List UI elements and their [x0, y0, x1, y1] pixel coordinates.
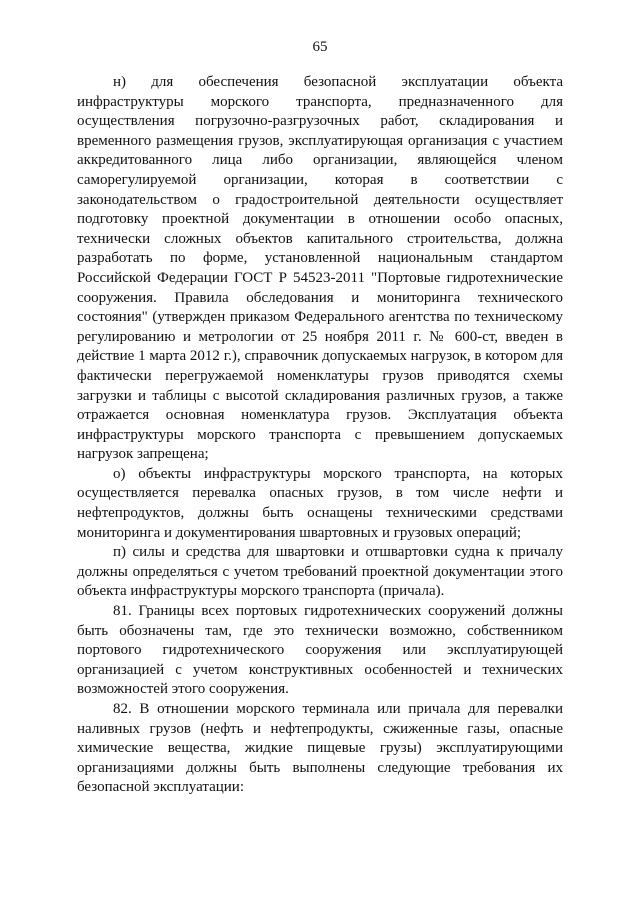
page-number: 65 — [312, 39, 328, 55]
paragraph-n: н) для обеспечения безопасной эксплуатации объекта инфраструктуры морского транспорта, предназначенного для осуществления погрузочно-разгрузочных работ, складирования и временного размещения грузов, эксплуатирующая организация с участием аккредитованного лица либо организации, являющейся членом саморегулируемой организации, которая в соответствии с законодательством о градостроительной деятельности осуществляет подготовку проектной документации в отношении особо опасных, технически сложных объектов капитального строительства, должна разработать по форме, установленной национальным стандартом Российской Федерации ГОСТ Р 54523-2011 "Портовые гидротехнические сооружения. Правила обследования и мониторинга технического состояния" (утвержден приказом Федерального агентства по техническому регулированию и метрологии от 25 ноября 2011 г. № 600-ст, введен в действие 1 марта 2012 г.), справочник допускаемых нагрузок, в котором для фактически перегружаемой номенклатуры грузов приводятся схемы загрузки и таблицы с высотой складирования различных грузов, а также отражается основная номенклатура грузов. Эксплуатация объекта инфраструктуры морского транспорта с превышением допускаемых нагрузок запрещена; — [77, 74, 563, 463]
paragraph-81: 81. Границы всех портовых гидротехнических сооружений должны быть обозначены там, где это технически возможно, собственником портового гидротехнического сооружения или эксплуатирующей организацией с учетом конструктивных особенностей и технических возможностей этого сооружения. — [77, 603, 563, 698]
document-body — [77, 73, 563, 798]
paragraph-o: о) объекты инфраструктуры морского транспорта, на которых осуществляется перевалка опасных грузов, в том числе нефти и нефтепродуктов, должны быть оснащены техническими средствами мониторинга и документирования швартовных и грузовых операций; — [77, 465, 563, 541]
paragraph-p: п) силы и средства для швартовки и отшвартовки судна к причалу должны определяться с учетом требований проектной документации этого объекта инфраструктуры морского транспорта (причала). — [77, 544, 563, 600]
paragraph-82: 82. В отношении морского терминала или причала для перевалки наливных грузов (нефть и нефтепродукты, сжиженные газы, опасные химические вещества, жидкие пищевые грузы) эксплуатирующими организациями должны быть выполнены следующие требования их безопасной эксплуатации: — [77, 701, 563, 796]
